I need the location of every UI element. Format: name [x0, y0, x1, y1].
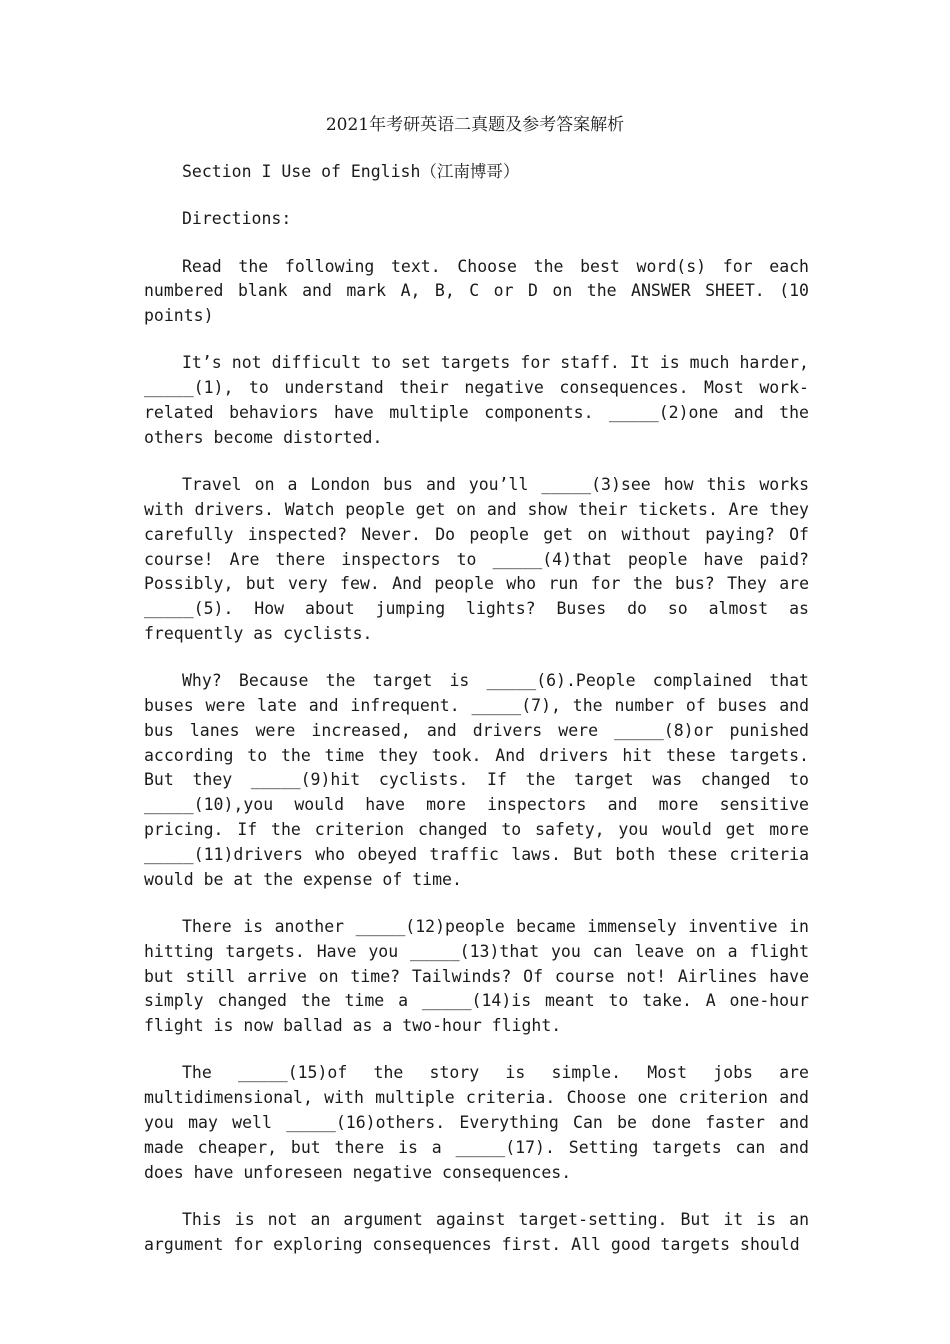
directions-paragraph: Read the following text. Choose the best word(s) for each numbered blank and mark A, B, C or D on the ANSWER SHEET. (10 points) [144, 256, 809, 326]
passage-paragraph-3: Why? Because the target is _____(6).People complained that buses were late and infrequent. _____(7), the number of buses and bus lanes were increased, and drivers were _____(8)or punished according to the time they took. And drivers hit these targets. But they _____(9)hit cyclists. If the target was changed to _____(10),you would have more inspectors and more sensitive pricing. If the criterion changed to safety, you would get more _____(11)drivers who obeyed traffic laws. But both these criteria would be at the expense of time. [144, 671, 809, 889]
section-heading: Section I Use of English（江南博哥） [182, 162, 520, 181]
passage-paragraph-4: There is another _____(12)people became immensely inventive in hitting targets. Have you _____(13)that you can leave on a flight but still arrive on time? Tailwinds? Of course not! Airlines have simply changed the time a _____(14)is meant to take. A one-hour flight is now ballad as a two-hour flight. [144, 916, 809, 1036]
passage-paragraph-5: The _____(15)of the story is simple. Most jobs are multidimensional, with multiple criteria. Choose one criterion and you may well _____(16)others. Everything Can be done faster and made cheaper, but there is a _____(17). Setting targets can and does have unforeseen negative consequences. [144, 1063, 809, 1182]
document-title: 2021年考研英语二真题及参考答案解析 [325, 115, 625, 135]
directions-label: Directions: [182, 209, 292, 229]
passage-paragraph-2: Travel on a London bus and you’ll _____(3)see how this works with drivers. Watch people get on and show their tickets. Are they carefully inspected? Never. Do people get on without paying? Of course! Are there inspectors to _____(4)that people have paid? Possibly, but very few. And people who run for the bus? They are _____(5). How about jumping lights? Buses do so almost as frequently as cyclists. [144, 475, 809, 643]
document-body [144, 160, 809, 1280]
passage-paragraph-1: It’s not difficult to set targets for staff. It is much harder, _____(1), to understand their negative consequences. Most work-related behaviors have multiple components. _____(2)one and the others become distorted. [144, 353, 809, 447]
passage-paragraph-6: This is not an argument against target-setting. But it is an argument for exploring consequences first. All good targets should [144, 1209, 809, 1254]
